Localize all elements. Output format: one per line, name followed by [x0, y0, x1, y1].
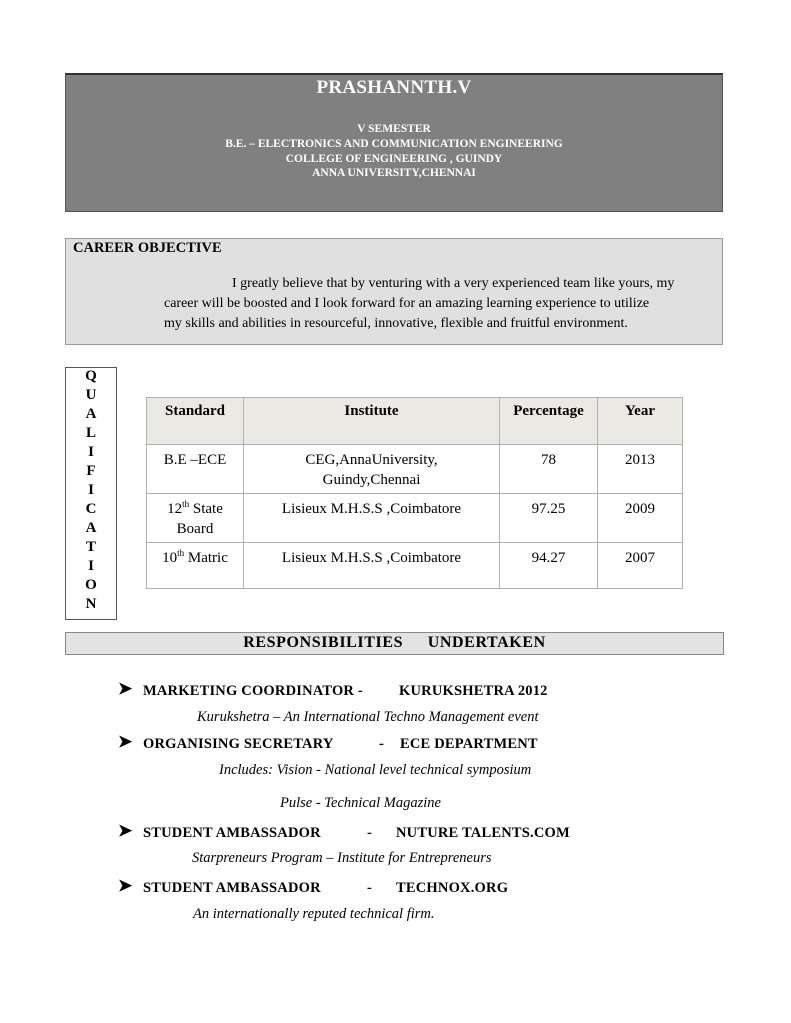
qualification-letter: Q: [85, 368, 97, 384]
career-objective-text: [164, 274, 716, 334]
semester-line: V SEMESTER: [357, 123, 431, 135]
responsibilities-heading-bar: [65, 632, 724, 655]
responsibility-org: ECE DEPARTMENT: [400, 736, 538, 752]
career-line: I greatly believe that by venturing with a very experienced team like yours, my: [232, 276, 675, 291]
ordinal-suffix: th: [182, 499, 190, 509]
qualification-letter: N: [85, 596, 97, 612]
qualification-letter: I: [88, 482, 94, 498]
table-row: [147, 494, 683, 543]
qualification-letter: O: [85, 577, 97, 593]
career-line: my skills and abilities in resourceful, innovative, flexible and fruitful environment.: [164, 316, 628, 331]
column-header-percentage: Percentage: [500, 398, 598, 445]
institute-line: CEG,AnnaUniversity,: [305, 452, 438, 468]
qualification-letter: T: [85, 539, 96, 555]
cell-year: 2009: [598, 494, 683, 543]
cell-institute: Lisieux M.H.S.S ,Coimbatore: [244, 494, 500, 543]
responsibility-role: STUDENT AMBASSADOR: [143, 825, 321, 841]
college-line: COLLEGE OF ENGINEERING , GUINDY: [285, 153, 503, 165]
qualification-letter: I: [88, 558, 94, 574]
qualification-table: [146, 397, 683, 589]
responsibility-description: Starpreneurs Program – Institute for Entrepreneurs: [192, 850, 492, 866]
cell-institute: Lisieux M.H.S.S ,Coimbatore: [244, 543, 500, 589]
arrow-bullet-icon: ➤: [118, 679, 133, 698]
column-header-institute: Institute: [244, 398, 500, 445]
column-header-standard: Standard: [147, 398, 244, 445]
responsibility-role: STUDENT AMBASSADOR: [143, 880, 321, 896]
table-row: [147, 445, 683, 494]
qualification-letter: F: [86, 463, 96, 479]
qualification-vertical-label: [65, 367, 117, 620]
standard-text: B.E –ECE: [163, 452, 227, 468]
column-header-year: Year: [598, 398, 683, 445]
cell-year: 2007: [598, 543, 683, 589]
cell-standard: [147, 494, 244, 543]
table-header-row: [147, 398, 683, 445]
arrow-bullet-icon: ➤: [118, 821, 133, 840]
qualification-letter: I: [88, 444, 94, 460]
career-objective-section: [65, 238, 723, 345]
career-objective-heading: CAREER OBJECTIVE: [73, 240, 222, 256]
standard-text: 12: [167, 501, 183, 517]
responsibilities-heading: RESPONSIBILITIES UNDERTAKEN: [243, 634, 546, 651]
table-row: [147, 543, 683, 589]
responsibility-dash: -: [379, 736, 385, 752]
responsibility-role: MARKETING COORDINATOR -: [143, 683, 363, 699]
cell-percentage: 97.25: [500, 494, 598, 543]
qualification-letter: A: [85, 520, 97, 536]
candidate-name: PRASHANNTH.V: [316, 77, 472, 98]
standard-text: Board: [176, 521, 214, 537]
ordinal-suffix: th: [177, 548, 185, 558]
responsibility-description: Kurukshetra – An International Techno Management event: [197, 709, 539, 725]
responsibility-org: NUTURE TALENTS.COM: [396, 825, 570, 841]
cell-percentage: 94.27: [500, 543, 598, 589]
cell-institute: [244, 445, 500, 494]
responsibility-org: KURUKSHETRA 2012: [399, 683, 548, 699]
qualification-letter: C: [85, 501, 97, 517]
standard-text: State: [189, 501, 223, 517]
arrow-bullet-icon: ➤: [118, 732, 133, 751]
responsibility-description: Pulse - Technical Magazine: [280, 795, 441, 811]
cell-percentage: 78: [500, 445, 598, 494]
responsibility-org: TECHNOX.ORG: [396, 880, 509, 896]
degree-line: B.E. – ELECTRONICS AND COMMUNICATION ENGINEERING: [225, 138, 563, 150]
university-line: ANNA UNIVERSITY,CHENNAI: [312, 167, 476, 179]
responsibility-dash: -: [367, 880, 373, 896]
qualification-letter: L: [85, 425, 96, 441]
institute-line: Guindy,Chennai: [322, 472, 421, 488]
qualification-letter: U: [85, 387, 97, 403]
responsibility-dash: -: [367, 825, 373, 841]
header-banner: [65, 73, 723, 212]
responsibility-role: ORGANISING SECRETARY: [143, 736, 334, 752]
standard-text: Matric: [184, 550, 228, 566]
qualification-letter: A: [85, 406, 97, 422]
standard-text: 10: [162, 550, 178, 566]
cell-standard: [147, 445, 244, 494]
cell-standard: [147, 543, 244, 589]
career-line: career will be boosted and I look forward for an amazing learning experience to utilize: [164, 296, 650, 311]
arrow-bullet-icon: ➤: [118, 876, 133, 895]
cell-year: 2013: [598, 445, 683, 494]
responsibility-description: An internationally reputed technical firm.: [193, 906, 435, 922]
responsibility-description: Includes: Vision - National level technical symposium: [219, 762, 532, 778]
